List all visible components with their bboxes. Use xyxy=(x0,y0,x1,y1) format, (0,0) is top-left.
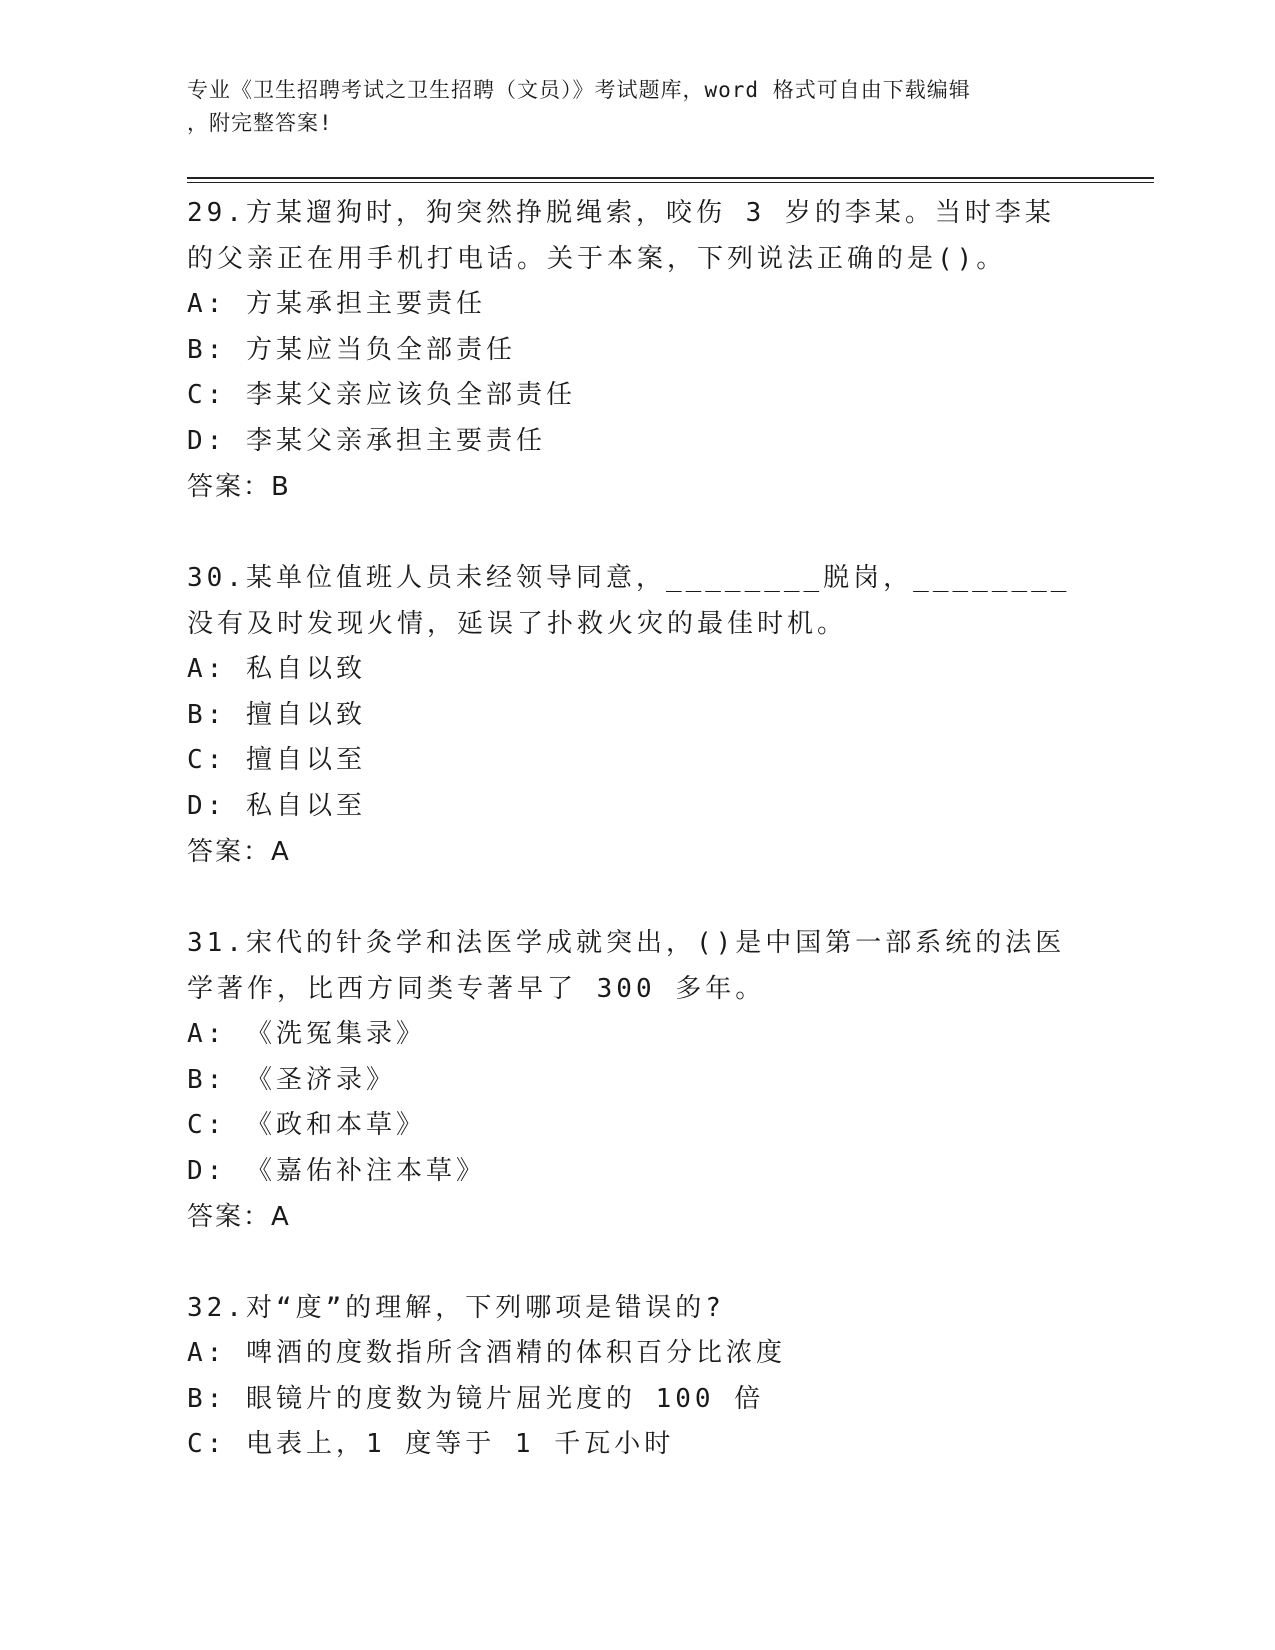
question-29 xyxy=(187,190,1077,510)
question-text: 29.方某遛狗时，狗突然挣脱绳索，咬伤 3 岁的李某。当时李某的父亲正在用手机打电话。关于本案，下列说法正确的是()。 xyxy=(187,198,1055,274)
header-rule-thick xyxy=(187,177,1154,179)
option-d: D: 私自以至 xyxy=(187,790,366,821)
option-c: C: 李某父亲应该负全部责任 xyxy=(187,380,576,410)
answer: 答案：B xyxy=(187,472,291,502)
header-line-1: 专业《卫生招聘考试之卫生招聘（文员）》考试题库，word 格式可自由下载编辑 xyxy=(187,78,971,102)
option-b: B: 《圣济录》 xyxy=(187,1064,396,1095)
question-text: 32.对“度”的理解，下列哪项是错误的? xyxy=(187,1293,725,1323)
question-32 xyxy=(187,1285,1077,1468)
document-header xyxy=(187,74,1067,140)
option-a: A: 《洗冤集录》 xyxy=(187,1019,426,1049)
question-31 xyxy=(187,920,1077,1240)
option-c: C: 擅自以至 xyxy=(187,745,366,775)
question-30 xyxy=(187,555,1077,875)
question-list xyxy=(187,190,1077,1513)
header-rule-thin xyxy=(187,182,1154,183)
answer: 答案：A xyxy=(187,1202,291,1232)
option-b: B: 擅自以致 xyxy=(187,699,366,730)
option-d: D: 《嘉佑补注本草》 xyxy=(187,1155,486,1186)
option-b: B: 眼镜片的度数为镜片屈光度的 100 倍 xyxy=(187,1383,765,1414)
option-c: C: 电表上，1 度等于 1 千瓦小时 xyxy=(187,1429,675,1459)
question-text: 30.某单位值班人员未经领导同意，________脱岗，________没有及时发现火情，延误了扑救火灾的最佳时机。 xyxy=(187,563,1071,639)
option-a: A: 私自以致 xyxy=(187,654,366,684)
option-b: B: 方某应当负全部责任 xyxy=(187,334,516,365)
option-a: A: 方某承担主要责任 xyxy=(187,289,486,319)
question-text: 31.宋代的针灸学和法医学成就突出，()是中国第一部系统的法医学著作，比西方同类专著早了 300 多年。 xyxy=(187,928,1066,1004)
option-d: D: 李某父亲承担主要责任 xyxy=(187,425,546,456)
option-c: C: 《政和本草》 xyxy=(187,1110,426,1140)
answer: 答案：A xyxy=(187,837,291,867)
header-line-2: ，附完整答案! xyxy=(187,111,333,135)
option-a: A: 啤酒的度数指所含酒精的体积百分比浓度 xyxy=(187,1338,786,1368)
